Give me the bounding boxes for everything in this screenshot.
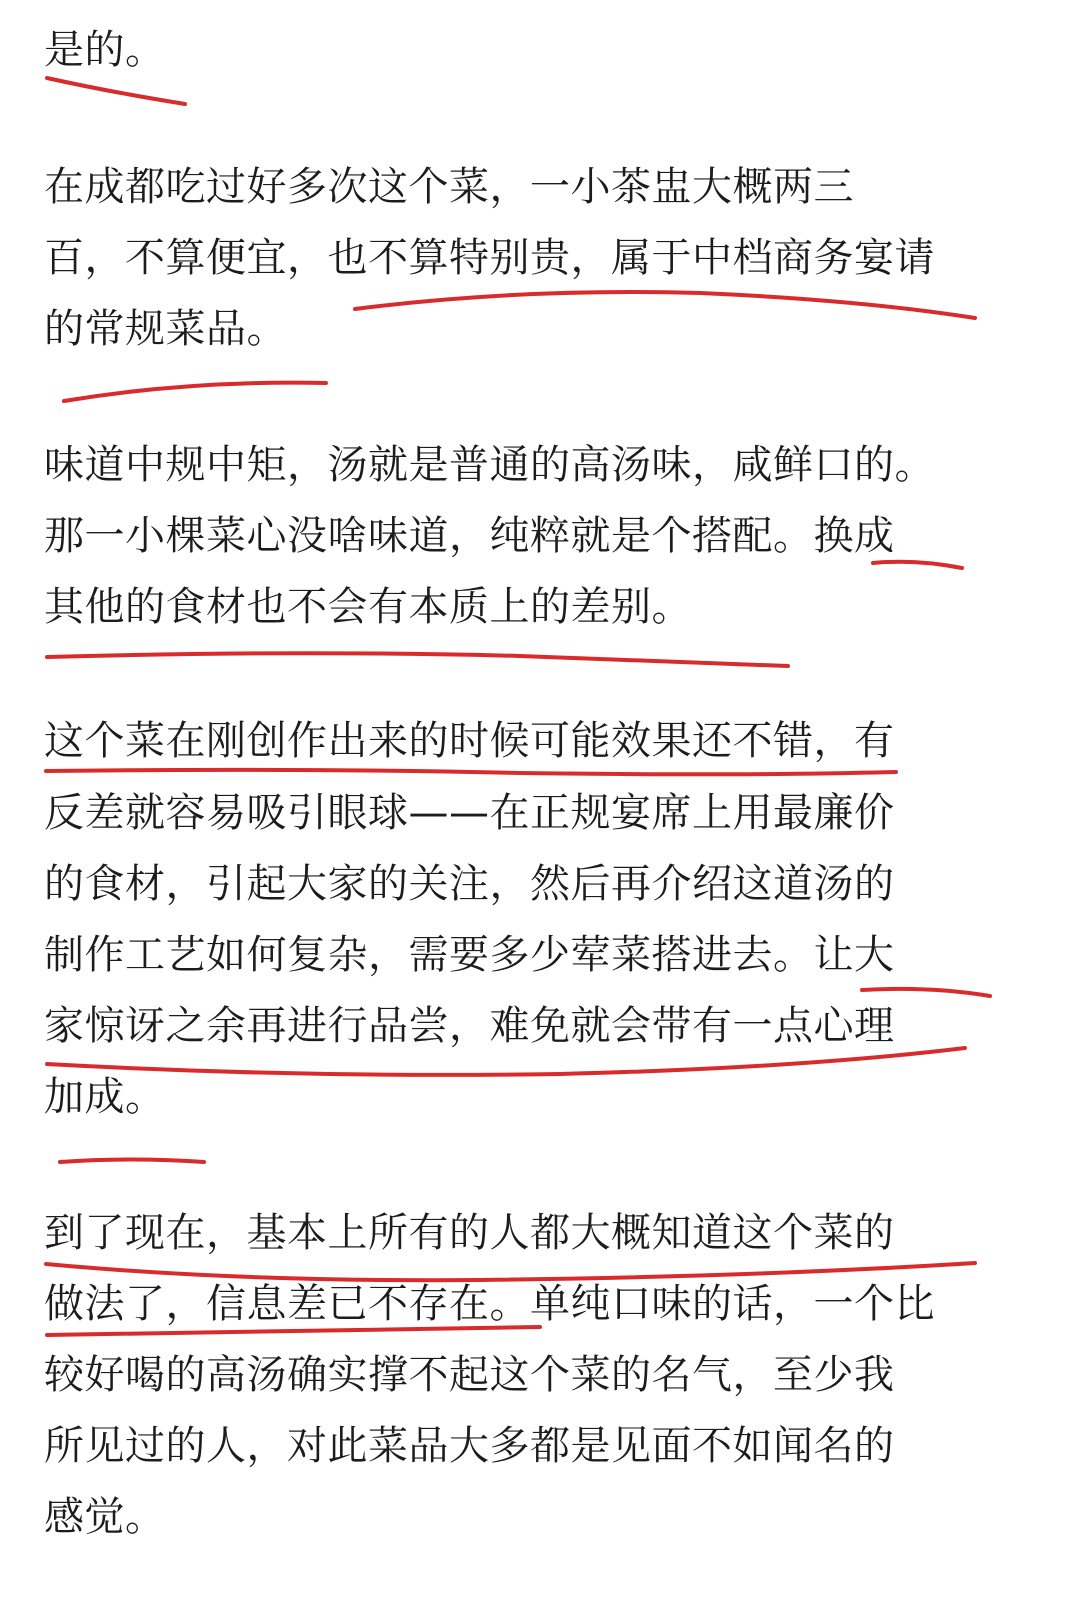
- text-line: 其他的食材也不会有本质上的差别。: [44, 584, 692, 630]
- text-line: 所见过的人，对此菜品大多都是见面不如闻名的: [44, 1423, 895, 1469]
- text-line: 反差就容易吸引眼球——在正规宴席上用最廉价: [44, 790, 895, 836]
- red-underline: [355, 292, 975, 318]
- text-line: 加成。: [44, 1074, 166, 1120]
- red-underline: [873, 562, 962, 568]
- red-underline: [47, 653, 788, 666]
- text-line: 在成都吃过好多次这个菜，一小茶盅大概两三: [44, 164, 854, 210]
- red-underline: [46, 770, 896, 774]
- text-line: 是的。: [44, 27, 166, 73]
- red-underline: [60, 1160, 204, 1163]
- red-underline: [47, 78, 185, 104]
- text-line: 味道中规中矩，汤就是普通的高汤味，咸鲜口的。: [44, 442, 935, 488]
- red-underline: [862, 989, 990, 996]
- text-line: 的食材，引起大家的关注，然后再介绍这道汤的: [44, 861, 895, 907]
- red-underline: [64, 383, 326, 401]
- text-line: 百，不算便宜，也不算特别贵，属于中档商务宴请: [44, 235, 935, 281]
- text-line: 到了现在，基本上所有的人都大概知道这个菜的: [44, 1210, 895, 1256]
- text-line: 这个菜在刚创作出来的时候可能效果还不错，有: [44, 718, 895, 764]
- red-underline: [47, 1048, 965, 1075]
- red-underline: [46, 1263, 975, 1280]
- text-line: 做法了，信息差已不存在。单纯口味的话，一个比: [44, 1281, 935, 1327]
- text-line: 制作工艺如何复杂，需要多少荤菜搭进去。让大: [44, 932, 895, 978]
- text-line: 的常规菜品。: [44, 306, 287, 352]
- text-line: 家惊讶之余再进行品尝，难免就会带有一点心理: [44, 1003, 895, 1049]
- text-line: 那一小棵菜心没啥味道，纯粹就是个搭配。换成: [44, 513, 895, 559]
- text-line: 感觉。: [44, 1494, 166, 1540]
- text-line: 较好喝的高汤确实撑不起这个菜的名气，至少我: [44, 1352, 895, 1398]
